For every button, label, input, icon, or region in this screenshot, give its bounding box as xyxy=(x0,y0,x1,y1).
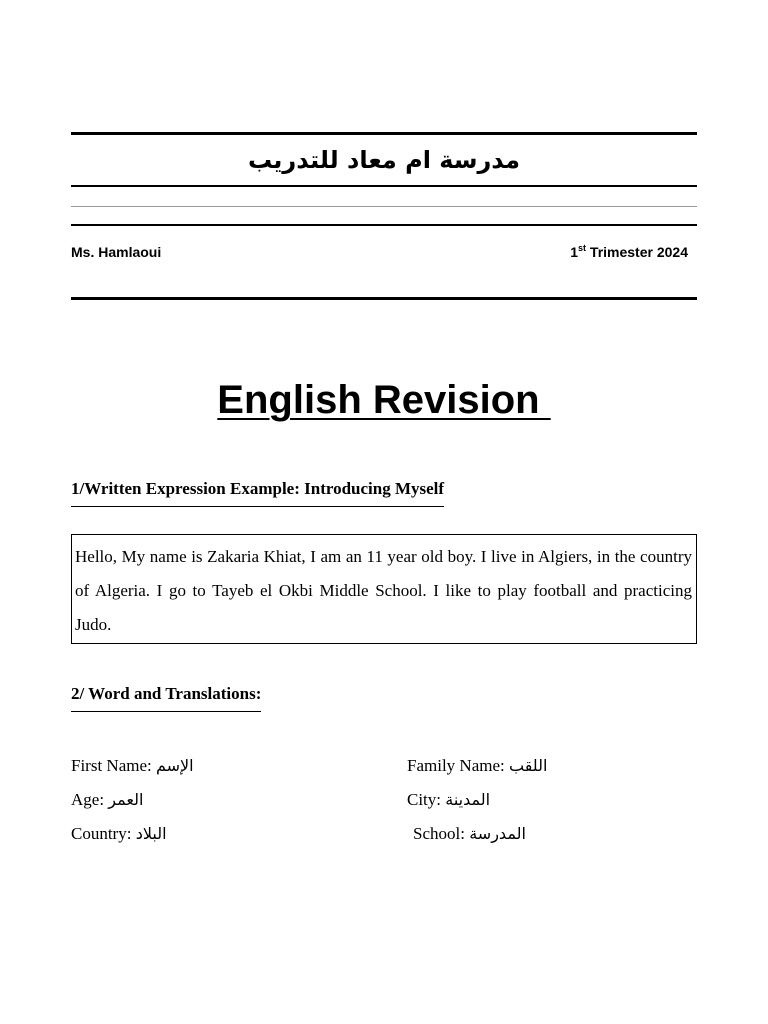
vocab-english: School: xyxy=(413,824,465,843)
trimester-number: 1 xyxy=(570,244,579,260)
vocab-english: City: xyxy=(407,790,442,809)
vocab-arabic: المدينة xyxy=(445,790,491,809)
trimester-text: Trimester 2024 xyxy=(586,244,688,260)
vocab-arabic: البلاد xyxy=(135,824,167,843)
vocab-english: Age: xyxy=(71,790,105,809)
page-title: English Revision xyxy=(217,378,551,422)
vocab-item-school xyxy=(413,824,526,844)
vocab-arabic: اللقب xyxy=(508,756,548,775)
trimester-label xyxy=(570,244,688,260)
vocab-arabic: المدرسة xyxy=(469,824,526,843)
vocab-item-age xyxy=(71,790,143,810)
header-top-rule xyxy=(71,132,697,135)
teacher-name: Ms. Hamlaoui xyxy=(71,244,162,260)
vocab-arabic: الإسم xyxy=(156,756,194,775)
vocab-english: Family Name: xyxy=(407,756,505,775)
vocab-item-first-name xyxy=(71,756,194,776)
header-rule-3 xyxy=(71,206,697,207)
vocab-english: First Name: xyxy=(71,756,152,775)
vocab-arabic: العمر xyxy=(108,790,144,809)
vocab-item-family-name xyxy=(407,756,547,776)
vocab-item-country xyxy=(71,824,167,844)
section-heading-words: 2/ Word and Translations: xyxy=(71,684,261,712)
introduction-paragraph: Hello, My name is Zakaria Khiat, I am an 11 year old boy. I live in Algiers, in the country of Algeria. I go to Tayeb el Okbi Middle School. I like to play football and practicing Judo. xyxy=(71,534,697,644)
header-rule-4 xyxy=(71,224,697,226)
vocab-english: Country: xyxy=(71,824,132,843)
vocab-item-city xyxy=(407,790,490,810)
school-name: مدرسة ام معاد للتدريب xyxy=(247,146,520,174)
trimester-suffix: st xyxy=(578,243,587,253)
header-rule-2 xyxy=(71,185,697,187)
header-bottom-rule xyxy=(71,297,697,300)
section-heading-written-expression: 1/Written Expression Example: Introducing Myself xyxy=(71,479,444,507)
